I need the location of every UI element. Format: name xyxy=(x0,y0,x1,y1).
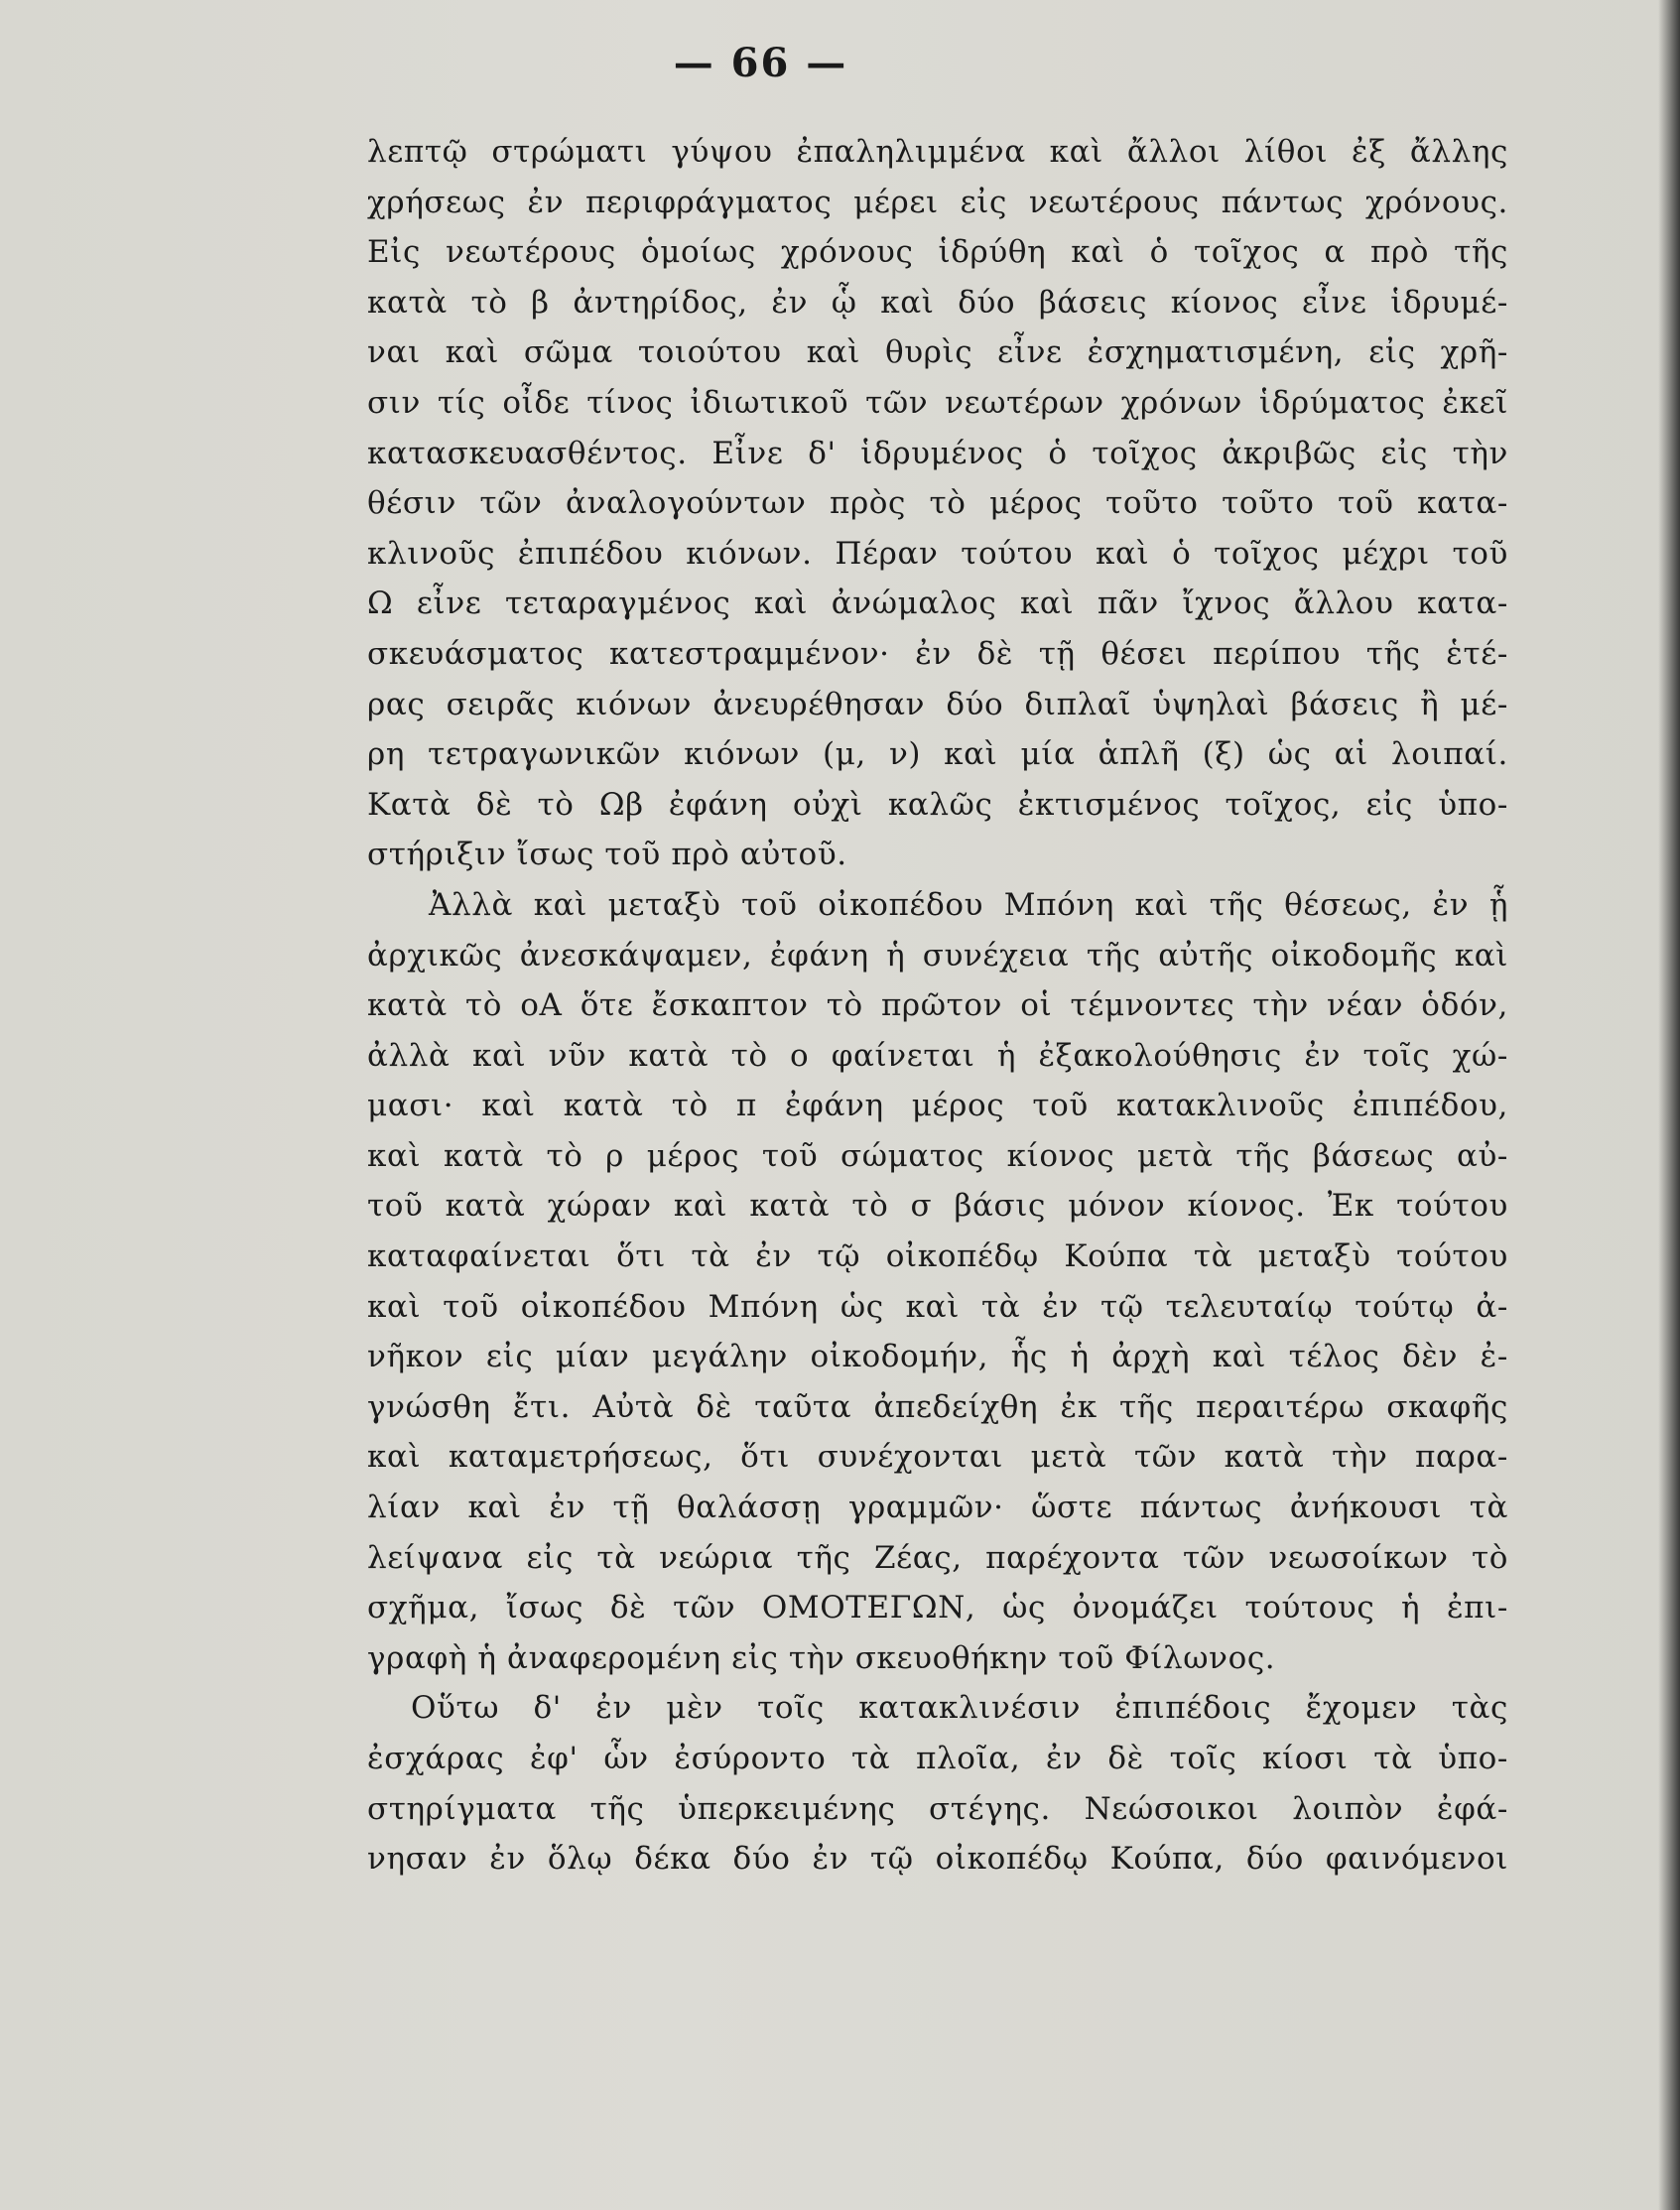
text-line: στηρίγματα τῆς ὑπερκειμένης στέγης. Νεώσοικοι λοιπὸν ἐφά- xyxy=(367,1790,1508,1827)
text-line: νῆκον εἰς μίαν μεγάλην οἰκοδομήν, ἧς ἡ ἀρχὴ καὶ τέλος δὲν ἐ- xyxy=(367,1339,1508,1375)
text-line: ρας σειρᾶς κιόνων ἀνευρέθησαν δύο διπλαῖ ὑψηλαὶ βάσεις ἢ μέ- xyxy=(367,686,1508,722)
text-line: λίαν καὶ ἐν τῇ θαλάσσῃ γραμμῶν· ὥστε πάντως ἀνήκουσι τὰ xyxy=(367,1490,1508,1526)
text-line: καὶ κατὰ τὸ ρ μέρος τοῦ σώματος κίονος μετὰ τῆς βάσεως αὐ- xyxy=(367,1137,1508,1174)
text-line: ρη τετραγωνικῶν κιόνων (μ, ν) καὶ μία ἁπλῆ (ξ) ὡς αἱ λοιπαί. xyxy=(367,736,1508,773)
text-line: κατασκευασθέντος. Εἶνε δ' ἱδρυμένος ὁ τοῖχος ἀκριβῶς εἰς τὴν xyxy=(367,435,1508,471)
paragraph-first-line: Οὕτω δ' ἐν μὲν τοῖς κατακλινέσιν ἐπιπέδοις ἔχομεν τὰς xyxy=(411,1690,1508,1727)
text-line: Ω εἶνε τεταραγμένος καὶ ἀνώμαλος καὶ πᾶν ἴχνος ἄλλου κατα- xyxy=(367,585,1508,622)
text-line: τοῦ κατὰ χώραν καὶ κατὰ τὸ σ βάσις μόνον κίονος. Ἐκ τούτου xyxy=(367,1188,1508,1225)
text-line: καταφαίνεται ὅτι τὰ ἐν τῷ οἰκοπέδῳ Κούπα τὰ μεταξὺ τούτου xyxy=(367,1238,1508,1275)
text-line: στήριξιν ἴσως τοῦ πρὸ αὐτοῦ. xyxy=(367,837,847,873)
text-line: γραφὴ ἡ ἀναφερομένη εἰς τὴν σκευοθήκην τοῦ Φίλωνος. xyxy=(367,1639,1276,1676)
text-line: μασι· καὶ κατὰ τὸ π ἐφάνη μέρος τοῦ κατακλινοῦς ἐπιπέδου, xyxy=(367,1088,1508,1124)
text-line: κλινοῦς ἐπιπέδου κιόνων. Πέραν τούτου καὶ ὁ τοῖχος μέχρι τοῦ xyxy=(367,535,1508,572)
text-line: Εἰς νεωτέρους ὁμοίως χρόνους ἱδρύθη καὶ ὁ τοῖχος α πρὸ τῆς xyxy=(367,234,1508,271)
paragraph-first-line: Ἀλλὰ καὶ μεταξὺ τοῦ οἰκοπέδου Μπόνη καὶ τῆς θέσεως, ἐν ᾗ xyxy=(429,886,1508,923)
text-line: καὶ τοῦ οἰκοπέδου Μπόνη ὡς καὶ τὰ ἐν τῷ τελευταίῳ τούτῳ ἀ- xyxy=(367,1288,1508,1325)
text-line: θέσιν τῶν ἀναλογούντων πρὸς τὸ μέρος τοῦτο τοῦτο τοῦ κατα- xyxy=(367,485,1508,522)
text-line: κατὰ τὸ οΑ ὅτε ἔσκαπτον τὸ πρῶτον οἱ τέμνοντες τὴν νέαν ὁδόν, xyxy=(367,987,1508,1024)
text-line: ἐσχάρας ἐφ' ὧν ἐσύροντο τὰ πλοῖα, ἐν δὲ τοῖς κίοσι τὰ ὑπο- xyxy=(367,1741,1508,1776)
body-text xyxy=(367,127,1508,1885)
text-line: σκευάσματος κατεστραμμένον· ἐν δὲ τῇ θέσει περίπου τῆς ἑτέ- xyxy=(367,635,1508,672)
text-line: λεπτῷ στρώματι γύψου ἐπαληλιμμένα καὶ ἄλλοι λίθοι ἐξ ἄλλης xyxy=(367,134,1508,170)
text-line: σιν τίς οἶδε τίνος ἰδιωτικοῦ τῶν νεωτέρων χρόνων ἱδρύματος ἐκεῖ xyxy=(367,384,1508,421)
text-line: ἀρχικῶς ἀνεσκάψαμεν, ἐφάνη ἡ συνέχεια τῆς αὐτῆς οἰκοδομῆς καὶ xyxy=(367,937,1508,974)
page-number: — 66 — xyxy=(673,40,848,86)
text-line: νησαν ἐν ὅλῳ δέκα δύο ἐν τῷ οἰκοπέδῳ Κούπα, δύο φαινόμενοι xyxy=(367,1841,1508,1878)
text-line: κατὰ τὸ β ἀντηρίδος, ἐν ᾧ καὶ δύο βάσεις κίονος εἶνε ἱδρυμέ- xyxy=(367,284,1508,321)
text-line: σχῆμα, ἴσως δὲ τῶν ΟΜΟΤΕΓΩΝ, ὡς ὀνομάζει τούτους ἡ ἐπι- xyxy=(367,1590,1508,1626)
text-line: γνώσθη ἔτι. Αὐτὰ δὲ ταῦτα ἀπεδείχθη ἐκ τῆς περαιτέρω σκαφῆς xyxy=(367,1388,1508,1425)
text-line: χρήσεως ἐν περιφράγματος μέρει εἰς νεωτέρους πάντως χρόνους. xyxy=(367,184,1508,220)
text-line: ἀλλὰ καὶ νῦν κατὰ τὸ ο φαίνεται ἡ ἐξακολούθησις ἐν τοῖς χώ- xyxy=(367,1037,1508,1074)
text-line: Κατὰ δὲ τὸ Ωβ ἐφάνη οὐχὶ καλῶς ἐκτισμένος τοῖχος, εἰς ὑπο- xyxy=(367,786,1508,823)
text-line: ναι καὶ σῶμα τοιούτου καὶ θυρὶς εἶνε ἐσχηματισμένη, εἰς χρῆ- xyxy=(367,334,1508,371)
text-line: καὶ καταμετρήσεως, ὅτι συνέχονται μετὰ τῶν κατὰ τὴν παρα- xyxy=(367,1439,1508,1476)
page-edge-shadow xyxy=(1658,0,1680,2210)
text-line: λείψανα εἰς τὰ νεώρια τῆς Ζέας, παρέχοντα τῶν νεωσοίκων τὸ xyxy=(367,1539,1508,1576)
